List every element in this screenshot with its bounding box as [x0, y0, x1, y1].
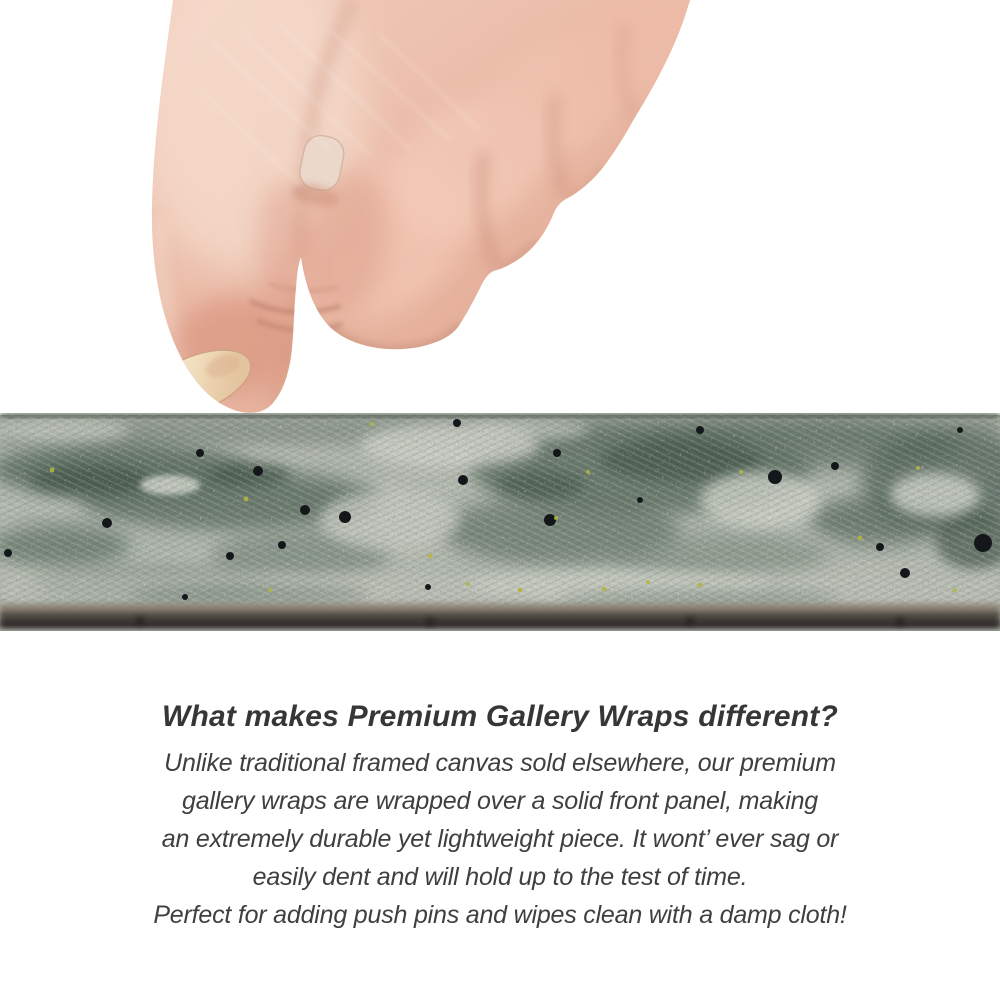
- body-line: an extremely durable yet lightweight piece. It wont’ ever sag or: [161, 825, 839, 853]
- canvas-top-edge: [0, 413, 1000, 417]
- canvas-bottom-edge: [0, 604, 1000, 628]
- hand-photo: [0, 0, 1000, 416]
- hand-illustration: [0, 0, 1000, 416]
- hand-silhouette: [134, 0, 737, 416]
- body-copy: [0, 744, 1000, 934]
- headline: What makes Premium Gallery Wraps different?: [161, 700, 839, 733]
- marketing-copy: [0, 699, 1000, 934]
- body-line: easily dent and will hold up to the test of time.: [252, 863, 748, 891]
- canvas-edge-band: [0, 413, 1000, 633]
- body-line: gallery wraps are wrapped over a solid front panel, making: [182, 787, 818, 815]
- body-line: Perfect for adding push pins and wipes clean with a damp cloth!: [153, 901, 847, 929]
- canvas-texture: [0, 413, 1000, 633]
- body-line: Unlike traditional framed canvas sold elsewhere, our premium: [164, 749, 836, 777]
